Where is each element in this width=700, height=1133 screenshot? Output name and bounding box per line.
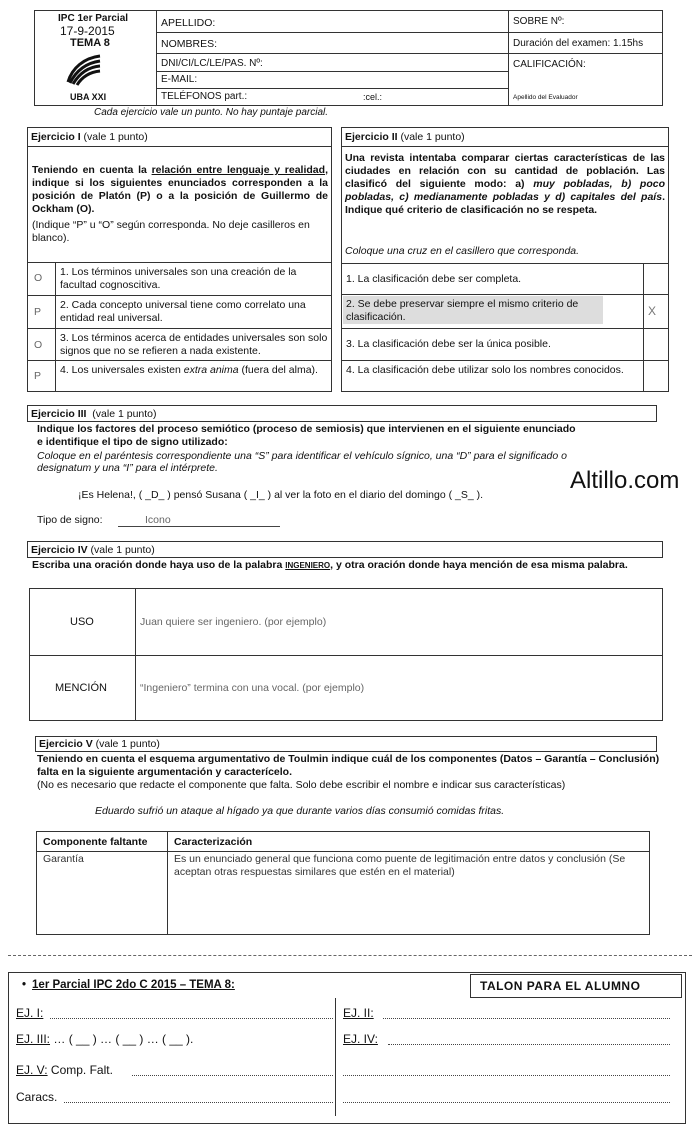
ej1-instr: (Indique “P” u “O” según corresponda. No deje casilleros en blanco). <box>32 219 310 244</box>
ej5-answer-componente[interactable]: Garantía <box>43 853 84 865</box>
ej5-answer-caracterizacion[interactable]: Es un enunciado general que funciona como puente de legitimación entre datos y conclusión (Se aceptan otras respuestas similares que estén en el material) <box>174 853 626 878</box>
dni-field[interactable]: DNI/CI/LC/LE/PAS. Nº: <box>161 58 263 69</box>
ej2-option-1: 1. La clasificación debe ser completa. <box>346 273 522 285</box>
ej4-mencion-label: MENCIÓN <box>55 682 107 694</box>
ej3-tipo-value[interactable]: Icono <box>145 514 171 526</box>
header-box <box>34 10 663 106</box>
ej3-tipo-label: Tipo de signo: <box>37 514 103 526</box>
talon-right-line-3[interactable] <box>343 1075 670 1076</box>
duracion-label: Duración del examen: 1.15hs <box>513 38 644 49</box>
talon-caracs-label: Caracs. <box>16 1090 58 1104</box>
ej2-option-2: 2. Se debe preservar siempre el mismo criterio de clasificación. <box>346 298 579 323</box>
talon-caracs-line[interactable] <box>64 1102 333 1103</box>
talon-ej1-label: EJ. I: <box>16 1006 44 1020</box>
ej4-mencion-answer[interactable]: “Ingeniero” termina con una vocal. (por ejemplo) <box>140 682 365 694</box>
uba-xxi-logo <box>66 52 102 86</box>
talon-ej1-line[interactable] <box>50 1018 333 1019</box>
ej2-intro: Una revista intentaba comparar ciertas características de las ciudades en relación con su cantidad de población. Las clasificó del siguiente modo: a) muy pobladas, b) poco pobladas, c) medianamente pobladas y d) capitales del país. Indique qué criterio de clasificación no se respeta. <box>345 152 665 216</box>
ej4-heading: Ejercicio IV (vale 1 punto) <box>31 544 155 556</box>
ej2-option-4: 4. La clasificación debe utilizar solo los nombres conocidos. <box>346 364 624 376</box>
ej3-intro: Indique los factores del proceso semiótico (proceso de semiosis) que intervienen en el siguiente enunciado e identifique el tipo de signo utilizado: <box>37 423 576 448</box>
talon-ej5-line[interactable] <box>132 1075 333 1076</box>
talon-ej4-label: EJ. IV: <box>343 1032 378 1046</box>
ej3-sentence: ¡Es Helena!, ( _D_ ) pensó Susana ( _I_ ) al ver la foto en el diario del domingo ( _S_ ). <box>78 489 484 501</box>
ej5-heading: Ejercicio V (vale 1 punto) <box>39 738 160 750</box>
ej1-intro: Teniendo en cuenta la relación entre lenguaje y realidad, indique si los siguientes enunciados corresponden a la posición de Platón (P) o a la posición de Guillermo de Ockham (O). <box>32 164 328 215</box>
scoring-note: Cada ejercicio vale un punto. No hay puntaje parcial. <box>94 107 329 118</box>
ej5-intro: Teniendo en cuenta el esquema argumentativo de Toulmin indique cuál de los componentes (Datos – Garantía – Conclusión) falta en la siguiente argumentación y caracterícelo. <box>37 753 660 778</box>
sobre-field[interactable]: SOBRE Nº: <box>513 16 565 27</box>
ej1-statement-4: 4. Los universales existen extra anima (fuera del alma). <box>60 364 318 376</box>
ej4-uso-answer[interactable]: Juan quiere ser ingeniero. (por ejemplo) <box>140 616 327 628</box>
talon-ej3-row: EJ. III: … ( __ ) … ( __ ) … ( __ ). <box>16 1032 194 1046</box>
ej1-answer-2[interactable]: P <box>34 306 42 318</box>
talon-ej4-line[interactable] <box>388 1044 670 1045</box>
ej2-mark-2[interactable]: X <box>648 304 657 318</box>
ej5-col-componente: Componente faltante <box>43 836 148 848</box>
ej4-intro: Escriba una oración donde haya uso de la palabra INGENIERO, y otra oración donde haya mención de esa misma palabra. <box>32 559 628 571</box>
ej1-answer-3[interactable]: O <box>34 339 43 351</box>
email-field[interactable]: E-MAIL: <box>161 74 198 85</box>
ej4-uso-label: USO <box>70 616 94 628</box>
nombres-field[interactable]: NOMBRES: <box>161 38 218 50</box>
ej5-instr: (No es necesario que redacte el componente que falta. Solo debe escribir el nombre e indicar sus características) <box>37 779 566 791</box>
talon-ej3-blanks[interactable]: … ( __ ) … ( __ ) … ( __ ). <box>53 1032 194 1046</box>
cut-line <box>8 955 692 956</box>
ej5-sentence: Eduardo sufrió un ataque al hígado ya que durante varios días consumió comidas fritas. <box>95 805 505 817</box>
ej1-heading: Ejercicio I (vale 1 punto) <box>31 131 148 143</box>
course-title: IPC 1er Parcial <box>58 13 129 24</box>
talon-label: TALON PARA EL ALUMNO <box>480 979 641 993</box>
ej2-instr: Coloque una cruz en el casillero que corresponda. <box>345 245 580 257</box>
talon-ej2-line[interactable] <box>383 1018 670 1019</box>
cel-field[interactable]: :cel.: <box>363 92 383 102</box>
ej3-instr: Coloque en el paréntesis correspondiente una “S” para identificar el vehículo sígnico, una “D” para el significado o designatum y una “I” para el intérprete. <box>37 450 567 474</box>
ej1-answer-4[interactable]: P <box>34 370 42 382</box>
apellido-field[interactable]: APELLIDO: <box>161 17 216 29</box>
tema-label: TEMA 8 <box>70 37 110 49</box>
ej2-heading: Ejercicio II (vale 1 punto) <box>345 131 465 143</box>
altillo-watermark: Altillo.com <box>570 467 680 494</box>
ej1-statement-1: 1. Los términos universales son una creación de la facultad cognoscitiva. <box>60 266 297 291</box>
ej5-col-caracterizacion: Caracterización <box>174 836 253 848</box>
logo-text: UBA XXI <box>70 92 107 102</box>
ej1-statement-3: 3. Los términos acerca de entidades universales son solo signos que no se refieren a nada existente. <box>60 332 328 357</box>
talon-title: • 1er Parcial IPC 2do C 2015 – TEMA 8: <box>22 979 235 991</box>
ej1-statement-2: 2. Cada concepto universal tiene como correlato una entidad real universal. <box>60 299 306 324</box>
telefonos-field[interactable]: TELÉFONOS part.: <box>161 91 248 102</box>
exam-date: 17-9-2015 <box>60 24 115 38</box>
ej3-heading: Ejercicio III (vale 1 punto) <box>31 408 157 420</box>
ej2-option-3: 3. La clasificación debe ser la única posible. <box>346 338 551 350</box>
talon-ej2-label: EJ. II: <box>343 1006 374 1020</box>
calificacion-field[interactable]: CALIFICACIÓN: <box>513 59 586 70</box>
evaluador-label: Apellido del Evaluador <box>513 94 578 101</box>
talon-ej5-row: EJ. V: Comp. Falt. <box>16 1063 113 1077</box>
ej1-answer-1[interactable]: O <box>34 272 43 284</box>
talon-right-line-4[interactable] <box>343 1102 670 1103</box>
